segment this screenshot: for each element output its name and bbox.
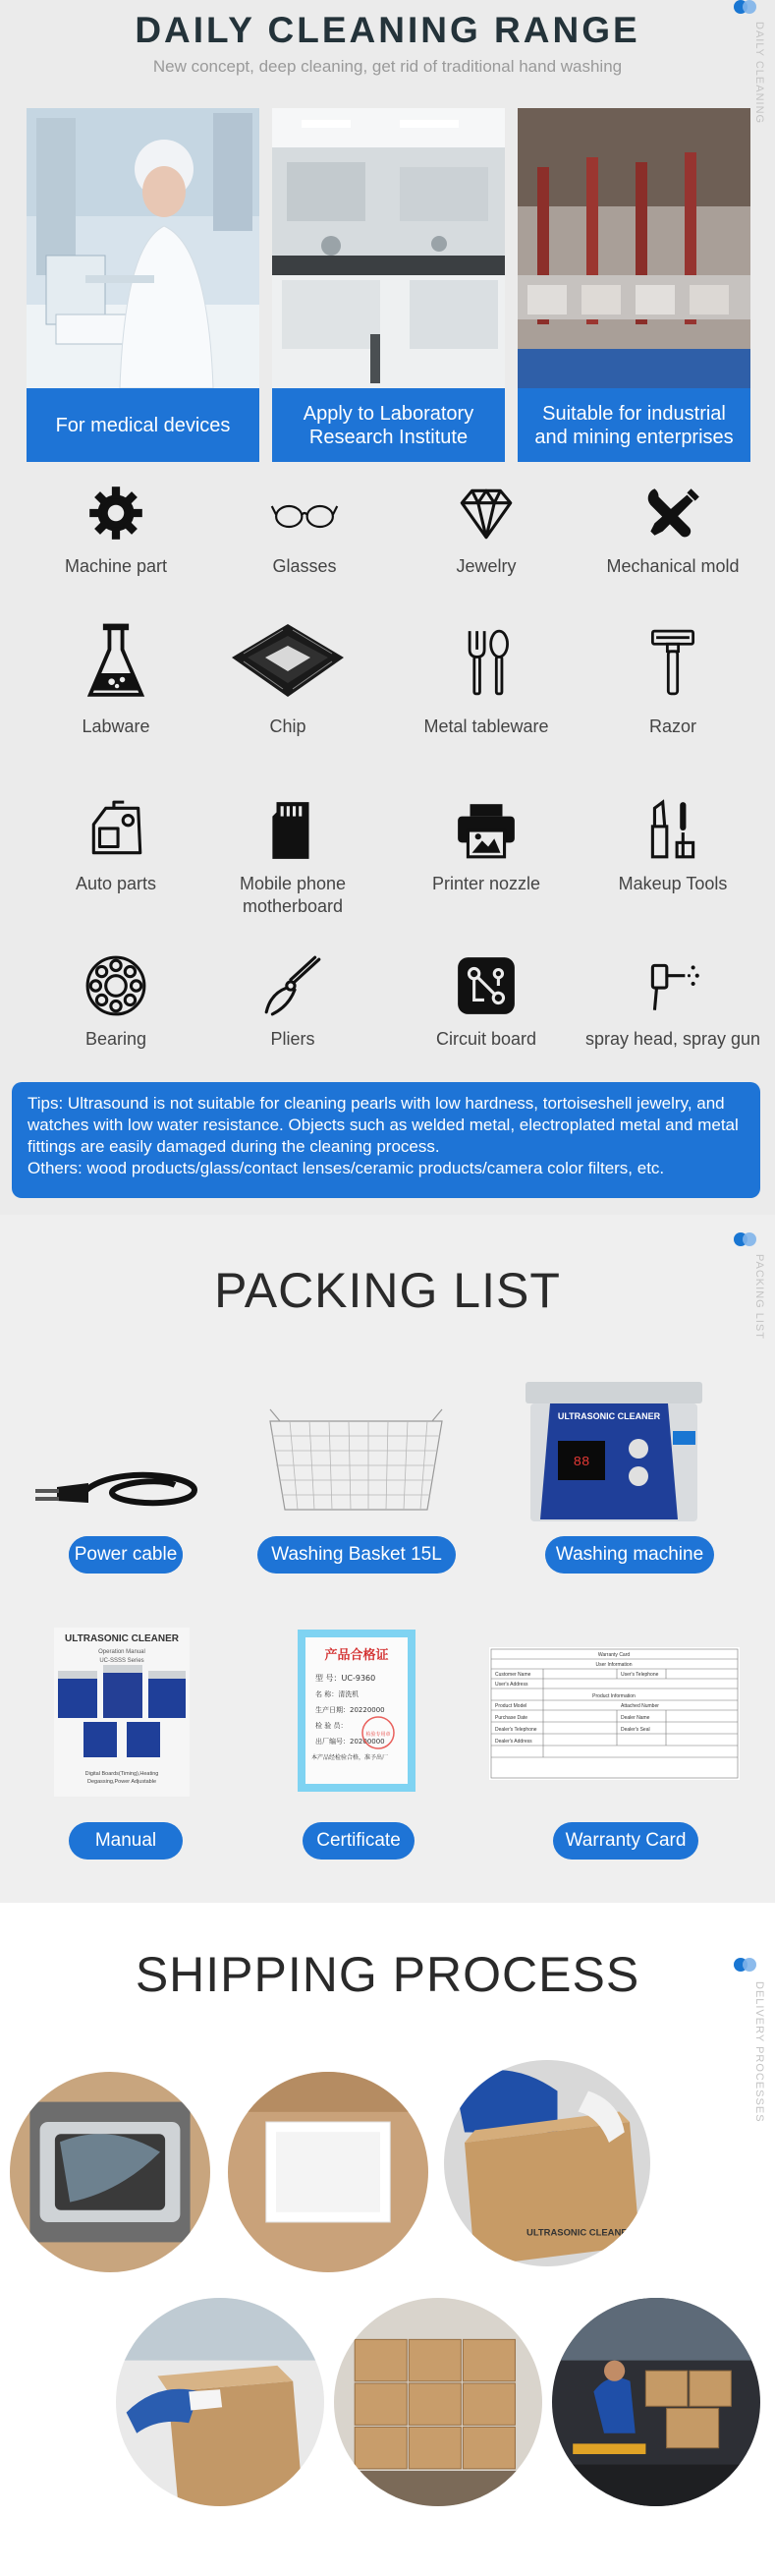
warranty-user-telephone: User's Telephone	[621, 1672, 659, 1678]
sd-card-icon	[258, 796, 327, 865]
warranty-purchase-date: Purchase Date	[495, 1715, 528, 1721]
certificate-note: 本产品经检验合格，准予出厂	[311, 1754, 389, 1761]
circuit-icon	[452, 951, 521, 1020]
manual-footer2: Degassing,Power Adjustable	[86, 1779, 157, 1785]
category-razor	[580, 617, 766, 738]
category-label: Auto parts	[75, 874, 157, 893]
warranty-dealer-seal: Dealer's Seal	[621, 1727, 650, 1733]
fuel-can-icon	[82, 796, 150, 865]
category-bearing	[23, 951, 209, 1051]
daily-cleaning-section	[0, 0, 775, 1215]
category-chip	[194, 617, 381, 738]
category-machine-part	[23, 479, 209, 578]
certificate-row: 名 称：清洗机	[315, 1690, 360, 1698]
category-spray-gun	[580, 951, 766, 1051]
category-label: Bearing	[84, 1029, 147, 1049]
certificate-title: 产品合格证	[324, 1648, 389, 1663]
manual-image	[54, 1628, 190, 1797]
tips-box	[12, 1082, 760, 1198]
category-label: Mobile phone motherboard	[239, 874, 347, 916]
category-label: Chip	[269, 716, 306, 736]
warranty-dealer-name: Dealer Name	[621, 1715, 650, 1721]
glasses-icon	[270, 479, 339, 547]
category-glasses	[211, 479, 398, 578]
gear-icon	[82, 479, 150, 547]
photo-label: Suitable for industrial and mining enterprises	[518, 388, 750, 462]
warranty-dealer-address: Dealer's Address	[495, 1739, 532, 1745]
printer-icon	[452, 796, 521, 865]
category-labware	[23, 617, 209, 738]
certificate-row: 生产日期：20220000	[315, 1706, 385, 1714]
washing-basket-image	[260, 1402, 452, 1529]
manual-line1: Operation Manual	[98, 1649, 145, 1655]
tips-text: Tips: Ultrasound is not suitable for cleaning pearls with low hardness, tortoiseshell jewelry, and watches with low water resistance. Objects such as welded metal, electroplated metal and metal fittings are easily damaged during the cleaning process.	[28, 1094, 739, 1156]
certificate-image	[298, 1630, 415, 1792]
item-label: Warranty Card	[553, 1822, 698, 1860]
tableware-icon	[452, 617, 521, 708]
shipping-photo-taping-box	[444, 2060, 650, 2266]
category-phone-motherboard	[199, 796, 386, 918]
shipping-photo-stacked-boxes	[334, 2298, 542, 2506]
packing-list-section	[0, 1215, 775, 1903]
manual-footer1: Digital Boards(Timing),Heating	[84, 1771, 159, 1777]
category-label: Jewelry	[456, 556, 517, 576]
item-label: Washing machine	[545, 1536, 714, 1574]
category-label: Printer nozzle	[431, 874, 541, 893]
photo-card-industrial	[518, 108, 750, 462]
category-mechanical-mold	[580, 479, 766, 578]
razor-icon	[638, 617, 707, 708]
box-label-text: ULTRASONIC CLEANER	[526, 2227, 635, 2239]
manual-line2: UC-SSSS Series	[99, 1658, 144, 1664]
certificate-model: 型 号：UC-9360	[315, 1674, 376, 1683]
warranty-product-model: Product Model	[495, 1703, 527, 1709]
warranty-customer-name: Customer Name	[495, 1672, 531, 1678]
category-label: Makeup Tools	[618, 874, 728, 893]
tips-others-text: Others: wood products/glass/contact lenses/ceramic products/camera color filters, etc.	[28, 1159, 665, 1177]
category-circuit-board	[393, 951, 580, 1051]
category-label: Razor	[648, 716, 696, 736]
warranty-user-address: User's Address	[495, 1682, 528, 1688]
category-label: Mechanical mold	[606, 556, 740, 576]
power-cable-image	[28, 1446, 204, 1534]
page-title: DAILY CLEANING RANGE	[135, 10, 640, 50]
makeup-icon	[638, 796, 707, 865]
item-label: Washing Basket 15L	[257, 1536, 456, 1574]
category-label: Labware	[82, 716, 150, 736]
photo-label: Apply to Laboratory Research Institute	[272, 388, 505, 462]
category-label: spray head, spray gun	[584, 1029, 761, 1049]
bearing-icon	[82, 951, 150, 1020]
photo-card-medical	[27, 108, 259, 462]
medical-photo	[27, 108, 259, 388]
svg-text:88: 88	[573, 1455, 590, 1470]
diamond-icon	[452, 479, 521, 547]
decor-dots	[734, 1232, 759, 1246]
shipping-photo-sealing-box	[116, 2298, 324, 2506]
certificate-row: 出厂编号：20200000	[315, 1738, 385, 1746]
shipping-photo-machine-wrapped	[10, 2072, 210, 2272]
shipping-photo-loading-truck	[552, 2298, 760, 2506]
category-pliers	[199, 951, 386, 1051]
item-label: Power cable	[69, 1536, 183, 1574]
page-subtitle: New concept, deep cleaning, get rid of traditional hand washing	[152, 57, 623, 76]
category-label: Pliers	[270, 1029, 315, 1049]
category-printer-nozzle	[393, 796, 580, 895]
category-jewelry	[393, 479, 580, 578]
item-label: Certificate	[303, 1822, 415, 1860]
category-label: Circuit board	[435, 1029, 537, 1049]
shipping-process-section	[0, 1903, 775, 2576]
side-label: PACKING LIST	[753, 1254, 765, 1340]
photo-label: For medical devices	[27, 388, 259, 462]
spray-gun-icon	[638, 951, 707, 1020]
certificate-row: 检 验 员：	[315, 1722, 348, 1730]
warranty-user-info: User Information	[595, 1662, 633, 1668]
manual-title: ULTRASONIC CLEANER	[65, 1633, 179, 1644]
certificate-stamp: 检验专用章	[365, 1732, 391, 1738]
warranty-title: Warranty Card	[597, 1652, 631, 1658]
warranty-dealer-telephone: Dealer's Telephone	[495, 1727, 537, 1733]
machine-brand-text: ULTRASONIC CLEANER	[557, 1411, 661, 1421]
side-label: DELIVERY PROCESSES	[753, 1981, 765, 2123]
category-label: Glasses	[272, 556, 337, 576]
industrial-photo	[518, 108, 750, 388]
item-label: Manual	[69, 1822, 183, 1860]
category-metal-tableware	[393, 617, 580, 738]
section-title: PACKING LIST	[214, 1263, 561, 1318]
category-makeup-tools	[580, 796, 766, 895]
pliers-icon	[258, 951, 327, 1020]
warranty-product-info: Product Information	[592, 1693, 636, 1699]
chip-icon	[224, 617, 352, 708]
category-auto-parts	[23, 796, 209, 895]
photo-card-laboratory	[272, 108, 505, 462]
category-label: Machine part	[64, 556, 168, 576]
warranty-card-image	[489, 1647, 740, 1780]
laboratory-photo	[272, 108, 505, 388]
section-title: SHIPPING PROCESS	[135, 1947, 640, 2002]
warranty-attached-number: Attached Number	[621, 1703, 659, 1709]
category-label: Metal tableware	[423, 716, 549, 736]
tools-icon	[638, 479, 707, 547]
side-label: DAILY CLEANING	[753, 22, 765, 125]
flask-icon	[82, 617, 150, 708]
shipping-photo-foam-box	[228, 2072, 428, 2272]
washing-machine-image	[521, 1372, 707, 1529]
